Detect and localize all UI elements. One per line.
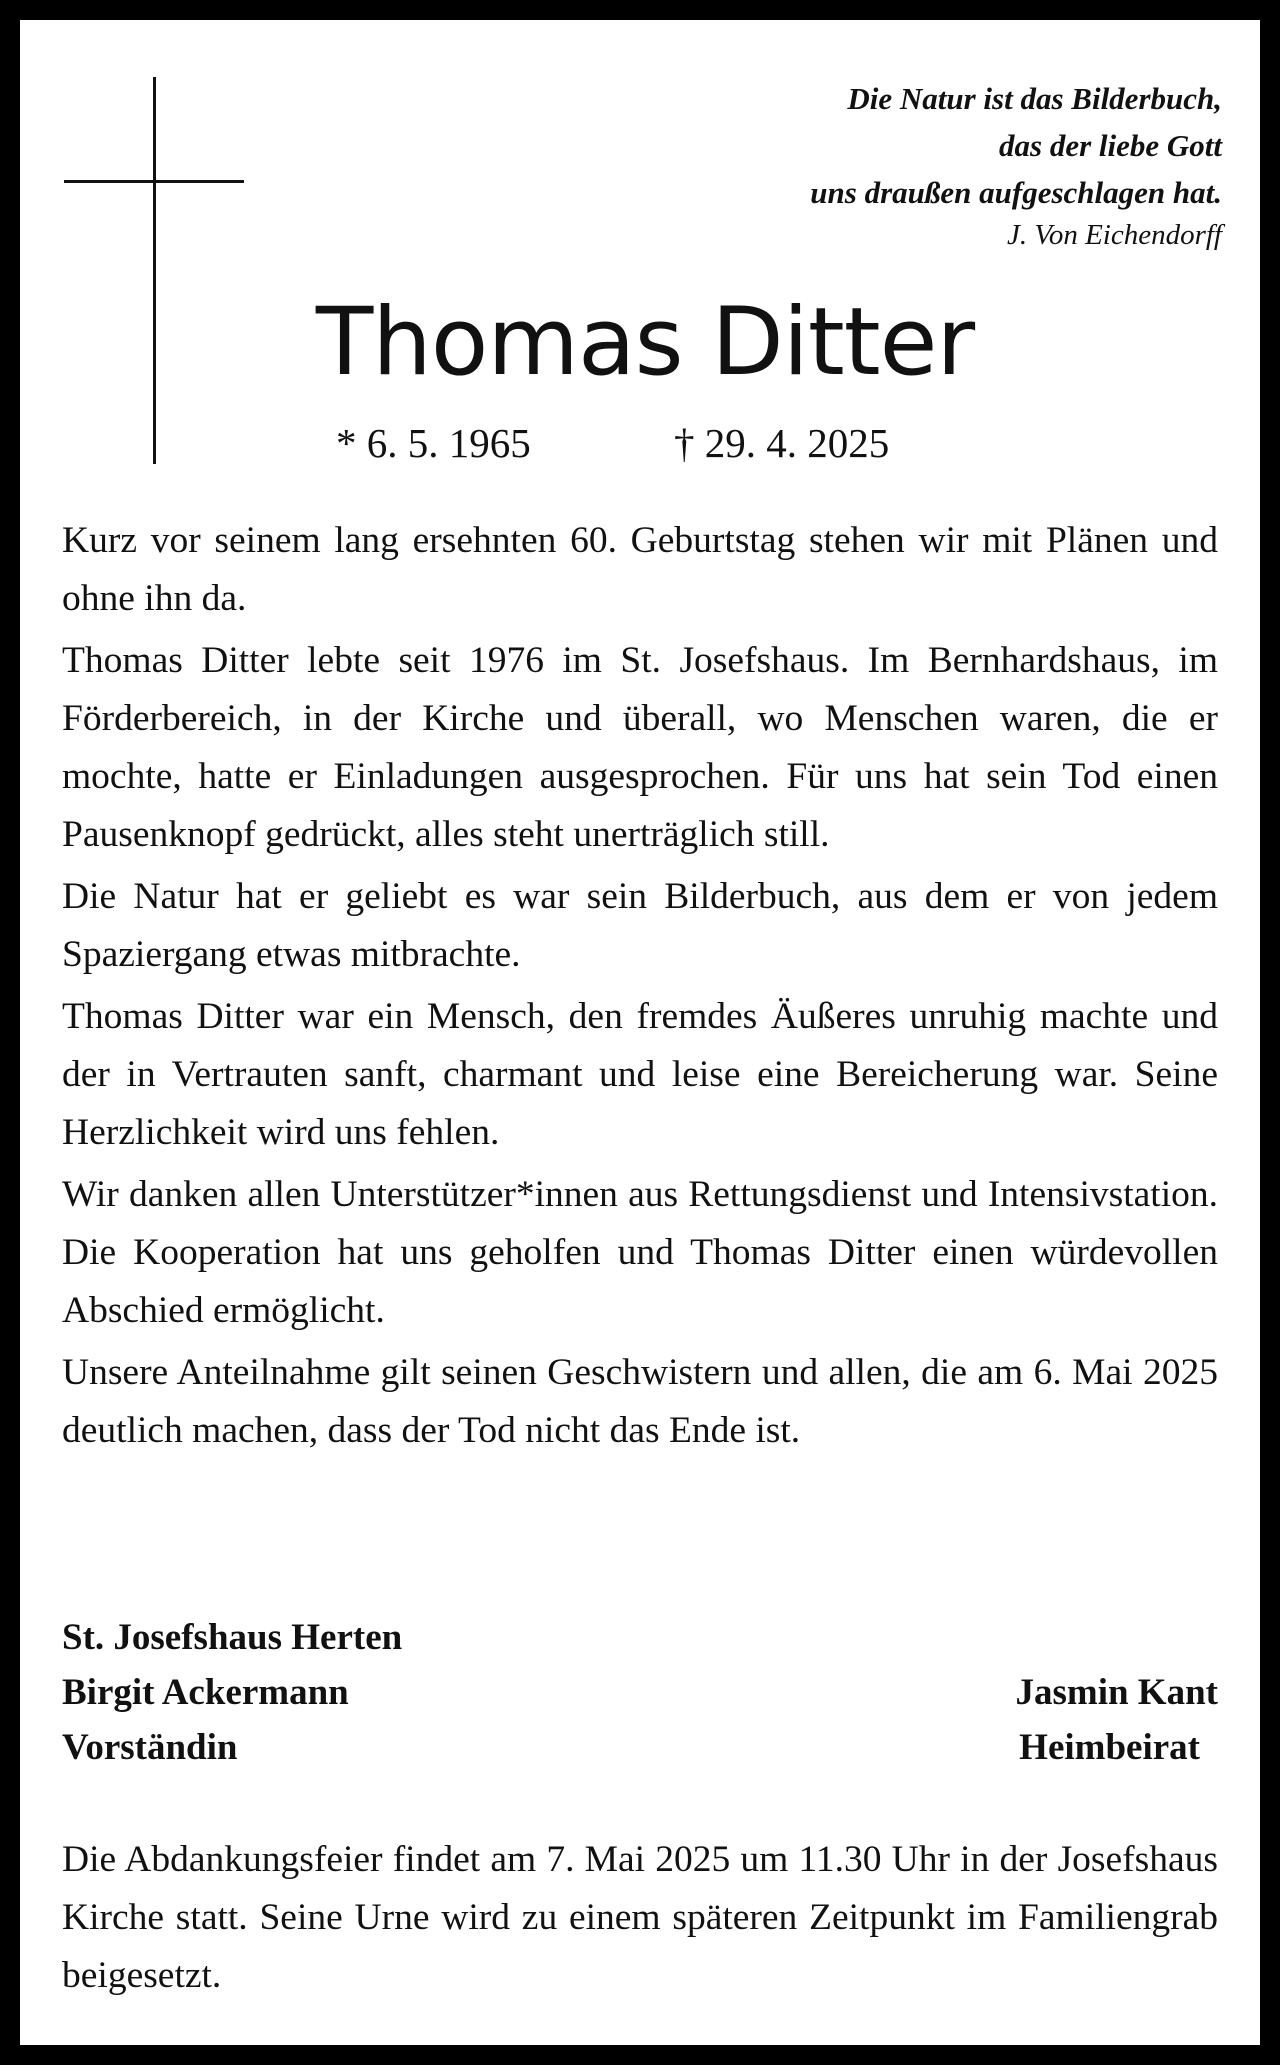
body-paragraph: Thomas Ditter war ein Mensch, den fremdes Äußeres unruhig machte und der in Vertrauten sanft, charmant und leise eine Bereicherung war. Seine Herzlichkeit wird uns fehlen. [62,996,1218,1153]
quote-author: J. Von Eichendorff [1006,219,1222,251]
ceremony-info [62,1831,1218,2005]
signer-right-role: Heimbeirat [1019,1727,1200,1768]
organization-name: St. Josefshaus Herten [62,1617,403,1658]
body-paragraph: Thomas Ditter lebte seit 1976 im St. Josefshaus. Im Bernhardshaus, im Förderbereich, in der Kirche und überall, wo Menschen waren, die er mochte, hatte er Einladungen ausgesprochen. Für uns hat sein Tod einen Pausenknopf gedrückt, alles steht unerträglich still. [62,640,1218,855]
quote-line: das der liebe Gott [999,128,1222,163]
deceased-name: Thomas Ditter [315,288,975,397]
quote-line: Die Natur ist das Bilderbuch, [847,81,1222,116]
cross-icon [153,77,156,464]
birth-date: * 6. 5. 1965 [336,420,531,466]
body-paragraph: Die Natur hat er geliebt es war sein Bilderbuch, aus dem er von jedem Spaziergang etwas mitbrachte. [62,876,1218,975]
cross-icon-bar [64,180,244,183]
quote-line: uns draußen aufgeschlagen hat. [810,175,1222,210]
signer-left-role: Vorständin [62,1727,238,1768]
death-date: † 29. 4. 2025 [674,420,890,466]
body-paragraph: Unsere Anteilnahme gilt seinen Geschwistern und allen, die am 6. Mai 2025 deutlich machen, dass der Tod nicht das Ende ist. [62,1352,1218,1451]
body-paragraph: Kurz vor seinem lang ersehnten 60. Geburtstag stehen wir mit Plänen und ohne ihn da. [62,520,1218,619]
signer-right-name: Jasmin Kant [1015,1672,1218,1713]
signature-block [62,1610,1218,1775]
signer-left-name: Birgit Ackermann [62,1672,349,1713]
quote-block [522,75,1222,254]
ceremony-paragraph: Die Abdankungsfeier findet am 7. Mai 2025 um 11.30 Uhr in der Josefshaus Kirche statt. Seine Urne wird zu einem späteren Zeitpunkt im Familiengrab beigesetzt. [62,1839,1218,1996]
notice-body [62,512,1218,1464]
body-paragraph: Wir danken allen Unterstützer*innen aus Rettungsdienst und Intensivstation. Die Kooperation hat uns geholfen und Thomas Ditter einen würdevollen Abschied ermöglicht. [62,1174,1218,1331]
